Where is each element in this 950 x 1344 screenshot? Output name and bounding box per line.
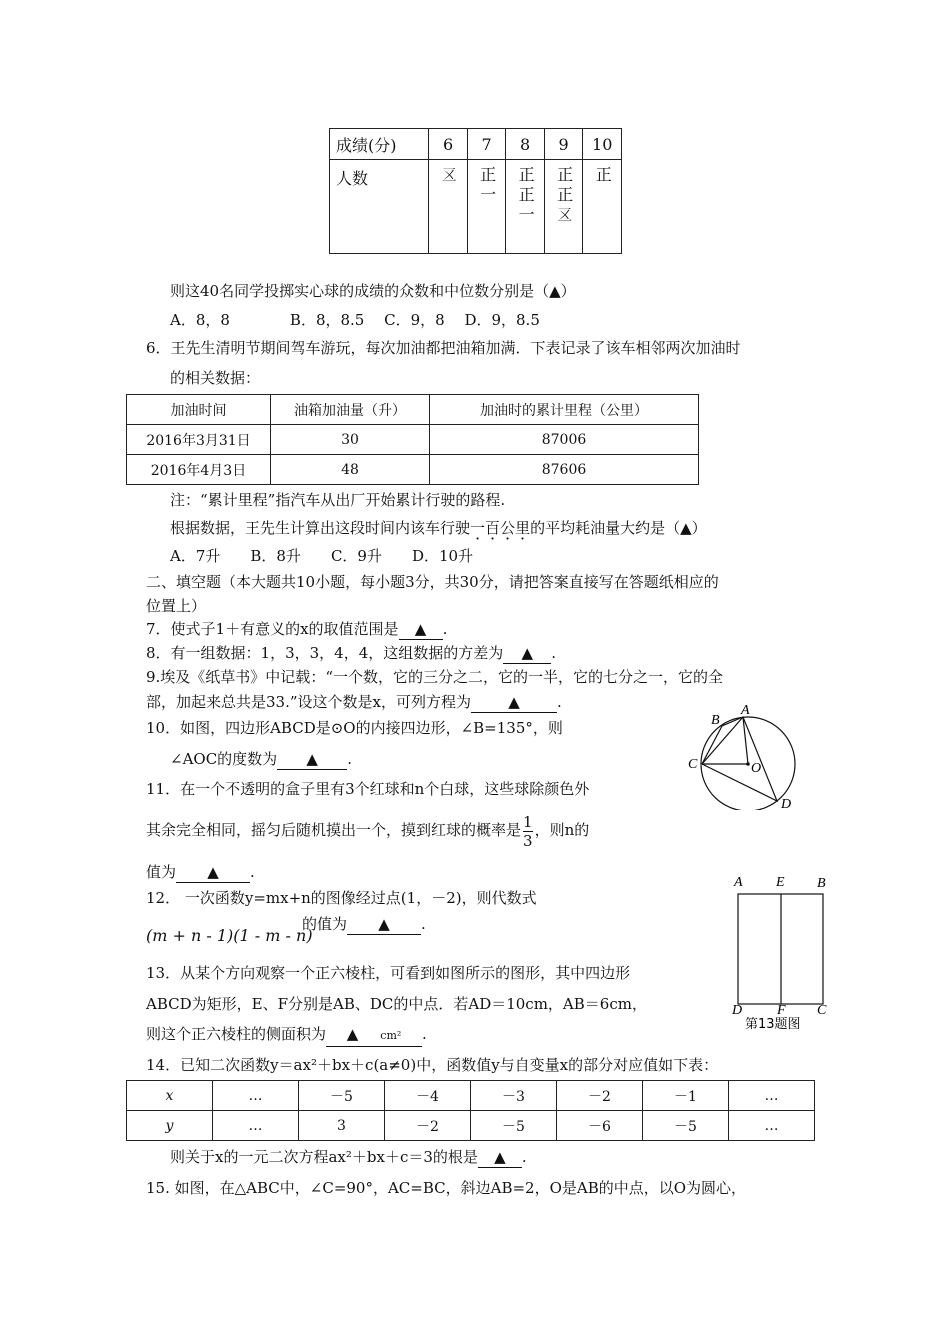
dotted-char: 里	[515, 519, 531, 537]
q11-value-label: 值为	[146, 863, 177, 881]
fuel-header: 加油时的累计里程（公里）	[430, 395, 699, 425]
score-table	[329, 128, 622, 254]
rectangle-figure	[728, 872, 838, 1032]
section2-line1: 二、填空题（本大题共10小题，每小题3分，共30分，请把答案直接写在答题纸相应的	[146, 573, 719, 591]
center-point	[746, 762, 750, 766]
q13-line1: 13．从某个方向观察一个正六棱柱，可看到如图所示的图形，其中四边形	[146, 964, 631, 982]
value-cell: －6	[557, 1111, 643, 1141]
q8	[146, 643, 556, 664]
q7	[146, 619, 447, 640]
value-cell: －3	[471, 1081, 557, 1111]
fuel-cell: 2016年4月3日	[127, 455, 271, 485]
q8-end: .	[551, 644, 557, 662]
tally-marks: 正一	[477, 166, 497, 206]
q6-line1: 6．王先生清明节期间驾车游玩，每次加油都把油箱加满．下表记录了该车相邻两次加油时	[146, 339, 741, 357]
label-b: B	[711, 713, 720, 728]
fuel-header: 加油时间	[127, 395, 271, 425]
answer-blank: ▲	[399, 619, 443, 640]
q6-line2: 的相关数据：	[170, 369, 261, 387]
value-cell: …	[213, 1081, 299, 1111]
unit: cm²	[380, 1029, 402, 1042]
q11-line2	[146, 810, 589, 850]
q10-text: ∠AOC的度数为	[170, 750, 278, 768]
q14-line1: 14．已知二次函数y＝ax²＋bx＋c(a≠0)中，函数值y与自变量x的部分对应值如下表：	[146, 1056, 719, 1074]
q11-line1: 11．在一个不透明的盒子里有3个红球和n个白球，这些球除颜色外	[146, 780, 590, 798]
circle-figure	[685, 700, 825, 810]
score-header-cell: 6	[429, 129, 468, 160]
q13-end: .	[422, 1025, 427, 1043]
q13-line2: ABCD为矩形，E、F分别是AB、DC的中点．若AD＝10cm，AB＝6cm，	[146, 995, 647, 1013]
q12-tail-text: 的值为	[302, 915, 348, 933]
value-cell: x	[127, 1081, 213, 1111]
q10-line1: 10．如图，四边形ABCD是⊙O的内接四边形，∠B=135°，则	[146, 719, 563, 737]
score-header-cell: 9	[544, 129, 583, 160]
answer-blank	[326, 1024, 422, 1047]
label-o: O	[751, 761, 762, 776]
label-f: F	[777, 1003, 786, 1018]
figure-caption: 第13题图	[745, 1017, 801, 1032]
answer-blank: ▲	[176, 862, 250, 883]
dotted-char: 百	[485, 519, 501, 537]
section2-line2: 位置上）	[146, 597, 207, 615]
q5-stem: 则这40名同学投掷实心球的成绩的众数和中位数分别是（▲）	[170, 282, 576, 300]
q8-text: 8．有一组数据：1，3，3，4，4，这组数据的方差为	[146, 644, 504, 662]
answer-blank: ▲	[478, 1147, 522, 1168]
q9-line1: 9.埃及《纸草书》中记载：“一个数，它的三分之二，它的一半，它的七分之一，它的全	[146, 668, 723, 686]
q14-text: 则关于x的一元二次方程ax²＋bx＋c＝3的根是	[170, 1148, 478, 1166]
answer-blank: ▲	[471, 692, 557, 713]
label-b: B	[817, 876, 826, 891]
label-c: C	[688, 757, 698, 772]
q6-options: A．7升 B．8升 C．9升 D．10升	[170, 547, 474, 565]
q10-line2	[170, 749, 352, 770]
fuel-cell: 2016年3月31日	[127, 425, 271, 455]
fraction-one-third	[523, 813, 533, 850]
tally-cell	[467, 160, 506, 254]
q6-ask	[170, 518, 707, 538]
tally-cell	[429, 160, 468, 254]
value-cell: 3	[299, 1111, 385, 1141]
value-cell: …	[729, 1111, 815, 1141]
score-header-cell: 成绩(分)	[330, 129, 429, 160]
q7-text: 7．使式子1＋有意义的x的取值范围是	[146, 620, 399, 638]
score-row-label: 人数	[330, 160, 429, 254]
label-d: D	[781, 797, 792, 810]
label-e: E	[776, 875, 785, 890]
value-cell: －2	[385, 1111, 471, 1141]
value-cell: －5	[299, 1081, 385, 1111]
q12-tail	[302, 914, 426, 935]
quadrilateral-abcd	[702, 717, 777, 801]
score-header-cell: 7	[467, 129, 506, 160]
q14-end: .	[521, 1148, 527, 1166]
value-cell: －4	[385, 1081, 471, 1111]
q11-text: 其余完全相同，摇匀后随机摸出一个，摸到红球的概率是	[146, 821, 522, 839]
answer-blank: ▲	[347, 914, 421, 935]
q15-line1: 15. 如图，在△ABC中，∠C=90°，AC=BC，斜边AB=2，O是AB的中点，以O为圆心，	[146, 1179, 747, 1197]
fuel-cell: 48	[271, 455, 430, 485]
q12-end: .	[421, 915, 426, 933]
dotted-char: 一	[470, 519, 486, 537]
label-a: A	[734, 875, 743, 890]
q5-options: A．8，8 B．8，8.5 C．9，8 D．9，8.5	[170, 311, 540, 329]
q12-line1: 12． 一次函数y=mx+n的图像经过点(1，－2)，则代数式	[146, 889, 537, 907]
q11-line3	[146, 862, 255, 883]
q7-end: .	[442, 620, 448, 638]
q6-ask-after: 的平均耗油量大约是（▲）	[530, 519, 707, 537]
value-cell: －5	[471, 1111, 557, 1141]
q9-text: 部，加起来总共是33.”设这个数是x，可列方程为	[146, 693, 471, 711]
q9-line2	[146, 692, 562, 713]
value-cell: －2	[557, 1081, 643, 1111]
answer-blank: ▲	[277, 749, 347, 770]
q13-line3	[146, 1024, 427, 1047]
value-cell: …	[213, 1111, 299, 1141]
value-cell: －1	[643, 1081, 729, 1111]
q10-end: .	[347, 750, 352, 768]
score-header-cell: 10	[583, 129, 622, 160]
fraction-numerator: 1	[523, 812, 533, 831]
fuel-cell: 30	[271, 425, 430, 455]
value-table	[126, 1080, 815, 1141]
tally-cell	[506, 160, 545, 254]
value-cell: y	[127, 1111, 213, 1141]
q6-ask-before: 根据数据，王先生计算出这段时间内该车行驶	[170, 519, 471, 537]
dotted-char: 公	[500, 519, 516, 537]
q12-expr: (m + n - 1)(1 - m - n)	[146, 926, 313, 945]
label-d: D	[732, 1003, 743, 1018]
score-header-cell: 8	[506, 129, 545, 160]
q11-end: .	[250, 863, 255, 881]
tally-cell	[544, 160, 583, 254]
tally-marks: 𠄡	[439, 166, 459, 186]
tally-marks: 正正一	[516, 166, 536, 226]
fuel-header: 油箱加油量（升）	[271, 395, 430, 425]
tally-cell	[583, 160, 622, 254]
fuel-table	[126, 394, 699, 485]
fuel-cell: 87006	[430, 425, 699, 455]
value-cell: －5	[643, 1111, 729, 1141]
label-a: A	[741, 703, 750, 718]
answer-blank: ▲	[503, 643, 551, 664]
q11-after: ，则n的	[534, 821, 590, 839]
q6-note: 注：“累计里程”指汽车从出厂开始累计行驶的路程.	[170, 491, 506, 509]
fuel-cell: 87606	[430, 455, 699, 485]
tally-marks: 正	[593, 166, 613, 186]
tally-marks: 正正𠄡	[554, 166, 574, 226]
q13-text: 则这个正六棱柱的侧面积为	[146, 1025, 327, 1043]
q9-end: .	[557, 693, 562, 711]
q14-line2	[170, 1147, 527, 1168]
value-cell: …	[729, 1081, 815, 1111]
label-c: C	[817, 1003, 827, 1018]
answer-mark: ▲	[346, 1025, 359, 1043]
fraction-denominator: 3	[523, 831, 533, 850]
